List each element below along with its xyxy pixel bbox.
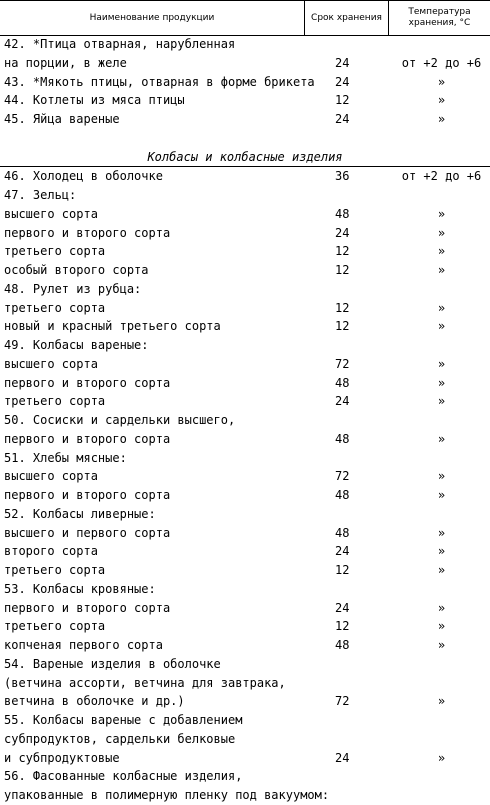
storage-period: 12 [335, 263, 350, 277]
table-row [0, 261, 490, 280]
table-row [0, 449, 490, 468]
storage-temperature: » [437, 375, 446, 390]
product-name: третьего сорта [4, 300, 106, 315]
storage-period: 48 [335, 206, 350, 221]
product-name: первого и второго сорта [4, 225, 171, 240]
table-row [0, 374, 490, 393]
storage-temperature: » [437, 469, 446, 484]
storage-temperature: » [437, 694, 446, 709]
storage-period: 72 [335, 469, 350, 484]
table-row [0, 317, 490, 336]
product-name: 47. Зельц: [4, 188, 77, 202]
storage-temperature: » [437, 600, 446, 615]
product-name: новый и красный третьего сорта [4, 319, 221, 334]
product-name: 53. Колбасы кровяные: [4, 581, 156, 596]
storage-period: 24 [335, 225, 350, 240]
product-name: на порции, в желе [4, 55, 127, 70]
product-name: особый второго сорта [4, 263, 149, 277]
product-name: и субпродуктовые [4, 750, 120, 765]
product-name: 42. *Птица отварная, нарубленная [4, 37, 236, 51]
table-row [0, 655, 490, 674]
storage-period: 12 [335, 319, 350, 334]
storage-temperature: » [437, 431, 446, 446]
storage-temperature: » [437, 544, 446, 559]
storage-period: 48 [335, 638, 350, 652]
product-name: 50. Сосиски и сардельки высшего, [4, 413, 236, 427]
table-row [0, 749, 490, 768]
table-row [0, 486, 490, 505]
storage-temperature: от +2 до +6 [401, 55, 482, 70]
product-name: второго сорта [4, 544, 98, 559]
storage-period: 24 [335, 600, 350, 615]
storage-period: 24 [335, 394, 350, 409]
table-row [0, 711, 490, 730]
product-name: третьего сорта [4, 394, 106, 409]
table-row [0, 299, 490, 318]
product-name: 55. Колбасы вареные с добавлением [4, 713, 243, 727]
table-row [0, 224, 490, 243]
product-name: высшего сорта [4, 469, 98, 484]
storage-temperature: » [437, 300, 446, 315]
table-row [0, 786, 490, 805]
table-row [0, 599, 490, 618]
table-row [0, 35, 490, 54]
product-name: ветчина в оболочке и др.) [4, 694, 185, 709]
storage-temperature: » [437, 619, 446, 634]
table-row [0, 392, 490, 411]
product-name: высшего сорта [4, 206, 98, 221]
product-name: 56. Фасованные колбасные изделия, [4, 769, 243, 784]
storage-period: 48 [335, 525, 350, 540]
storage-temperature: » [437, 319, 446, 334]
table-row [0, 129, 490, 148]
header-storage-period: Срок хранения [311, 12, 382, 23]
table-row [0, 767, 490, 786]
table-row [0, 355, 490, 374]
storage-period: 12 [335, 93, 350, 108]
table-row [0, 186, 490, 205]
product-name: упакованные в полимерную пленку под вакуумом: [4, 788, 330, 802]
product-name: первого и второго сорта [4, 431, 171, 446]
storage-temperature: » [437, 244, 446, 259]
storage-temperature: » [437, 74, 446, 89]
storage-period: 48 [335, 375, 350, 390]
product-name: 48. Рулет из рубца: [4, 281, 142, 296]
table-row [0, 505, 490, 524]
table-row [0, 280, 490, 299]
table-row [0, 336, 490, 355]
product-name: третьего сорта [4, 244, 106, 259]
storage-period: 12 [335, 563, 350, 577]
storage-period: 36 [335, 169, 350, 184]
table-row [0, 542, 490, 561]
product-name: копченая первого сорта [4, 638, 163, 652]
storage-period: 24 [335, 112, 350, 126]
table-row [0, 73, 490, 92]
table-row [0, 467, 490, 486]
table-row [0, 692, 490, 711]
storage-period: 24 [335, 74, 350, 89]
product-name: 46. Холодец в оболочке [4, 169, 163, 184]
product-name: 54. Вареные изделия в оболочке [4, 656, 221, 671]
product-name: высшего и первого сорта [4, 525, 171, 540]
storage-temperature: » [437, 93, 446, 108]
storage-temperature: » [437, 356, 446, 371]
table-row [0, 636, 490, 655]
table-row [0, 91, 490, 110]
storage-period: 72 [335, 356, 350, 371]
header-product-name: Наименование продукции [89, 12, 215, 23]
storage-temperature: » [437, 563, 446, 577]
product-name: 52. Колбасы ливерные: [4, 506, 156, 521]
storage-period: 24 [335, 55, 350, 70]
product-name: третьего сорта [4, 563, 106, 577]
table-row [0, 430, 490, 449]
table-header [0, 0, 490, 36]
table-row [0, 110, 490, 129]
product-name: первого и второго сорта [4, 600, 171, 615]
storage-temperature: » [437, 263, 446, 277]
table-row [0, 242, 490, 261]
section-title: Колбасы и колбасные изделия [147, 149, 343, 164]
product-name: 44. Котлеты из мяса птицы [4, 93, 185, 108]
table-row [0, 730, 490, 749]
section-heading [0, 148, 490, 168]
storage-period: 72 [335, 694, 350, 709]
storage-period: 12 [335, 300, 350, 315]
header-storage-temperature: Температура хранения, °С [408, 7, 471, 28]
product-name: (ветчина ассорти, ветчина для завтрака, [4, 675, 286, 690]
table-row [0, 524, 490, 543]
storage-temperature: » [437, 750, 446, 765]
storage-temperature: » [437, 394, 446, 409]
product-name: 49. Колбасы вареные: [4, 338, 149, 352]
table-row [0, 561, 490, 580]
table-row [0, 205, 490, 224]
product-name: субпродуктов, сардельки белковые [4, 731, 236, 746]
storage-period: 12 [335, 244, 350, 259]
product-name: высшего сорта [4, 356, 98, 371]
storage-temperature: » [437, 525, 446, 540]
table-row [0, 674, 490, 693]
storage-temperature: от +2 до +6 [401, 169, 482, 184]
storage-temperature: » [437, 206, 446, 221]
table-row [0, 167, 490, 186]
table-row [0, 617, 490, 636]
storage-period: 24 [335, 544, 350, 559]
table-row [0, 580, 490, 599]
storage-period: 48 [335, 431, 350, 446]
product-name: 51. Хлебы мясные: [4, 450, 127, 465]
product-name: 45. Яйца вареные [4, 112, 120, 126]
storage-period: 48 [335, 488, 350, 502]
table-row [0, 411, 490, 430]
storage-period: 24 [335, 750, 350, 765]
storage-temperature: » [437, 488, 446, 502]
storage-temperature: » [437, 638, 446, 652]
product-name: первого и второго сорта [4, 488, 171, 502]
storage-temperature: » [437, 112, 446, 126]
product-name: первого и второго сорта [4, 375, 171, 390]
table-body [0, 35, 490, 805]
product-name: третьего сорта [4, 619, 106, 634]
product-name: 43. *Мякоть птицы, отварная в форме брикета [4, 74, 315, 89]
table-row [0, 54, 490, 73]
storage-temperature: » [437, 225, 446, 240]
storage-period: 12 [335, 619, 350, 634]
